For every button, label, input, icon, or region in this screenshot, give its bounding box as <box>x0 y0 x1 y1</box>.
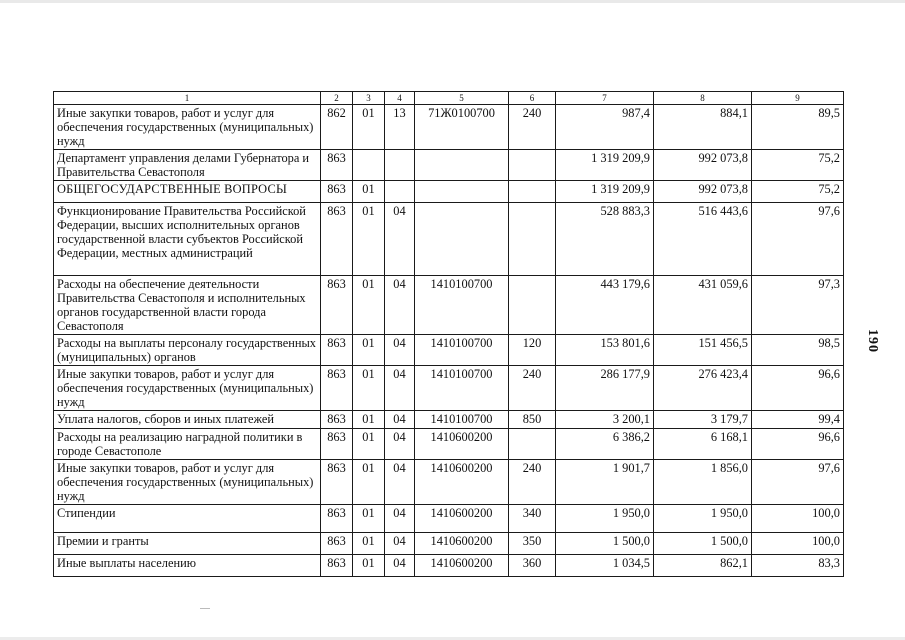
executed-amount: 3 179,7 <box>654 411 752 429</box>
executed-amount: 276 423,4 <box>654 366 752 411</box>
section-code: 01 <box>353 105 385 150</box>
planned-amount: 3 200,1 <box>556 411 654 429</box>
subsection-code: 04 <box>385 411 415 429</box>
execution-percent: 75,2 <box>752 150 844 181</box>
table-row <box>54 150 844 181</box>
planned-amount: 286 177,9 <box>556 366 654 411</box>
execution-percent: 97,6 <box>752 203 844 276</box>
subsection-code: 04 <box>385 460 415 505</box>
section-code: 01 <box>353 505 385 533</box>
expense-type-code <box>509 203 556 276</box>
row-name: Иные закупки товаров, работ и услуг для обеспечения государственных (муниципальных) нужд <box>54 105 321 150</box>
admin-code: 863 <box>321 276 353 335</box>
execution-percent: 100,0 <box>752 505 844 533</box>
section-code: 01 <box>353 181 385 203</box>
row-name: Департамент управления делами Губернатора и Правительства Севастополя <box>54 150 321 181</box>
subsection-code: 04 <box>385 429 415 460</box>
expense-type-code: 340 <box>509 505 556 533</box>
table-row <box>54 276 844 335</box>
execution-percent: 98,5 <box>752 335 844 366</box>
target-article-code: 1410100700 <box>415 411 509 429</box>
executed-amount: 992 073,8 <box>654 181 752 203</box>
expense-type-code <box>509 181 556 203</box>
row-name: Расходы на обеспечение деятельности Правительства Севастополя и исполнительных органов государственной власти города Севастополя <box>54 276 321 335</box>
target-article-code: 1410600200 <box>415 429 509 460</box>
planned-amount: 1 319 209,9 <box>556 150 654 181</box>
column-number: 3 <box>353 92 385 105</box>
scan-top-edge <box>0 0 905 3</box>
execution-percent: 99,4 <box>752 411 844 429</box>
row-name: ОБЩЕГОСУДАРСТВЕННЫЕ ВОПРОСЫ <box>54 181 321 203</box>
subsection-code: 04 <box>385 505 415 533</box>
planned-amount: 1 034,5 <box>556 555 654 577</box>
column-number: 6 <box>509 92 556 105</box>
row-name: Расходы на реализацию наградной политики в городе Севастополе <box>54 429 321 460</box>
table-row <box>54 533 844 555</box>
planned-amount: 1 500,0 <box>556 533 654 555</box>
table-row <box>54 505 844 533</box>
planned-amount: 987,4 <box>556 105 654 150</box>
subsection-code: 04 <box>385 366 415 411</box>
admin-code: 863 <box>321 429 353 460</box>
table-row <box>54 460 844 505</box>
table-row <box>54 555 844 577</box>
execution-percent: 75,2 <box>752 181 844 203</box>
expense-type-code: 240 <box>509 460 556 505</box>
subsection-code: 04 <box>385 276 415 335</box>
expense-type-code: 240 <box>509 105 556 150</box>
execution-percent: 96,6 <box>752 366 844 411</box>
expense-type-code <box>509 150 556 181</box>
planned-amount: 1 319 209,9 <box>556 181 654 203</box>
budget-table <box>53 91 844 577</box>
target-article-code: 1410600200 <box>415 555 509 577</box>
expense-type-code: 120 <box>509 335 556 366</box>
column-number: 7 <box>556 92 654 105</box>
subsection-code: 04 <box>385 335 415 366</box>
target-article-code <box>415 150 509 181</box>
subsection-code <box>385 181 415 203</box>
column-number: 4 <box>385 92 415 105</box>
target-article-code <box>415 203 509 276</box>
section-code: 01 <box>353 203 385 276</box>
target-article-code: 1410100700 <box>415 276 509 335</box>
column-number: 5 <box>415 92 509 105</box>
admin-code: 863 <box>321 411 353 429</box>
table-row <box>54 411 844 429</box>
target-article-code: 1410100700 <box>415 366 509 411</box>
section-code: 01 <box>353 429 385 460</box>
executed-amount: 1 856,0 <box>654 460 752 505</box>
column-number: 8 <box>654 92 752 105</box>
row-name: Стипендии <box>54 505 321 533</box>
execution-percent: 100,0 <box>752 533 844 555</box>
executed-amount: 516 443,6 <box>654 203 752 276</box>
execution-percent: 97,3 <box>752 276 844 335</box>
subsection-code: 04 <box>385 555 415 577</box>
executed-amount: 6 168,1 <box>654 429 752 460</box>
planned-amount: 6 386,2 <box>556 429 654 460</box>
executed-amount: 431 059,6 <box>654 276 752 335</box>
admin-code: 862 <box>321 105 353 150</box>
column-number: 1 <box>54 92 321 105</box>
admin-code: 863 <box>321 181 353 203</box>
executed-amount: 151 456,5 <box>654 335 752 366</box>
planned-amount: 528 883,3 <box>556 203 654 276</box>
executed-amount: 884,1 <box>654 105 752 150</box>
table-row <box>54 429 844 460</box>
section-code: 01 <box>353 276 385 335</box>
table-row <box>54 335 844 366</box>
table-row <box>54 203 844 276</box>
execution-percent: 83,3 <box>752 555 844 577</box>
row-name: Иные выплаты населению <box>54 555 321 577</box>
section-code: 01 <box>353 533 385 555</box>
target-article-code: 1410600200 <box>415 505 509 533</box>
table-row <box>54 366 844 411</box>
expense-type-code <box>509 276 556 335</box>
executed-amount: 992 073,8 <box>654 150 752 181</box>
section-code <box>353 150 385 181</box>
admin-code: 863 <box>321 335 353 366</box>
target-article-code: 1410600200 <box>415 533 509 555</box>
row-name: Функционирование Правительства Российской Федерации, высших исполнительных органов государственной власти субъектов Российской Федерации, местных администраций <box>54 203 321 276</box>
planned-amount: 443 179,6 <box>556 276 654 335</box>
row-name: Премии и гранты <box>54 533 321 555</box>
section-code: 01 <box>353 335 385 366</box>
planned-amount: 1 950,0 <box>556 505 654 533</box>
target-article-code: 71Ж0100700 <box>415 105 509 150</box>
column-number: 9 <box>752 92 844 105</box>
admin-code: 863 <box>321 460 353 505</box>
row-name: Иные закупки товаров, работ и услуг для обеспечения государственных (муниципальных) нужд <box>54 460 321 505</box>
subsection-code: 04 <box>385 533 415 555</box>
target-article-code: 1410600200 <box>415 460 509 505</box>
row-name: Иные закупки товаров, работ и услуг для обеспечения государственных (муниципальных) нужд <box>54 366 321 411</box>
admin-code: 863 <box>321 366 353 411</box>
target-article-code: 1410100700 <box>415 335 509 366</box>
section-code: 01 <box>353 366 385 411</box>
scan-artifact <box>200 608 210 609</box>
expense-type-code: 360 <box>509 555 556 577</box>
admin-code: 863 <box>321 555 353 577</box>
executed-amount: 1 500,0 <box>654 533 752 555</box>
planned-amount: 153 801,6 <box>556 335 654 366</box>
execution-percent: 89,5 <box>752 105 844 150</box>
row-name: Уплата налогов, сборов и иных платежей <box>54 411 321 429</box>
admin-code: 863 <box>321 505 353 533</box>
admin-code: 863 <box>321 150 353 181</box>
subsection-code: 04 <box>385 203 415 276</box>
subsection-code <box>385 150 415 181</box>
table-row <box>54 105 844 150</box>
admin-code: 863 <box>321 203 353 276</box>
page-number: 190 <box>865 329 880 353</box>
execution-percent: 97,6 <box>752 460 844 505</box>
table-row <box>54 181 844 203</box>
subsection-code: 13 <box>385 105 415 150</box>
executed-amount: 1 950,0 <box>654 505 752 533</box>
row-name: Расходы на выплаты персоналу государственных (муниципальных) органов <box>54 335 321 366</box>
target-article-code <box>415 181 509 203</box>
section-code: 01 <box>353 411 385 429</box>
column-number-row <box>54 92 844 105</box>
expense-type-code: 350 <box>509 533 556 555</box>
executed-amount: 862,1 <box>654 555 752 577</box>
section-code: 01 <box>353 555 385 577</box>
expense-type-code <box>509 429 556 460</box>
planned-amount: 1 901,7 <box>556 460 654 505</box>
column-number: 2 <box>321 92 353 105</box>
expense-type-code: 850 <box>509 411 556 429</box>
section-code: 01 <box>353 460 385 505</box>
expense-type-code: 240 <box>509 366 556 411</box>
execution-percent: 96,6 <box>752 429 844 460</box>
admin-code: 863 <box>321 533 353 555</box>
